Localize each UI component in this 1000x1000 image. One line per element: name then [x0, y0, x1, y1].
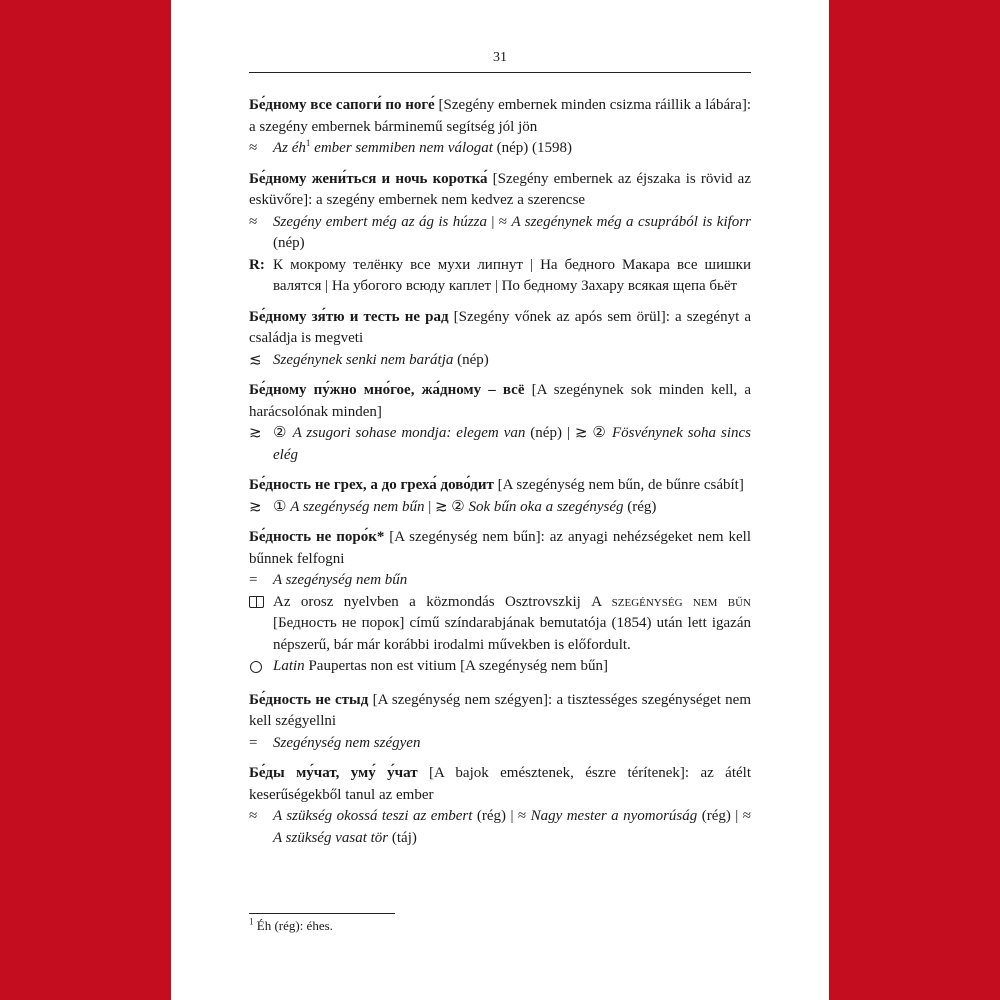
equivalent-text: A szegénynek még a csuprából is kiforr — [511, 213, 751, 230]
equivalent-text: Szegénység nem szégyen — [273, 734, 421, 751]
entry-definition — [249, 527, 751, 570]
footnote-text: Éh (rég): éhes. — [253, 918, 333, 933]
circle-icon — [250, 661, 262, 673]
equivalent-source: (táj) — [388, 829, 417, 846]
russian-label: R: — [249, 256, 265, 273]
equivalent-separator: | ≳ ② — [424, 498, 469, 515]
entry-definition — [249, 380, 751, 423]
proverb-entry — [249, 763, 751, 849]
entry-definition — [249, 690, 751, 733]
equivalent-source: (nép) (1598) — [492, 140, 573, 156]
equivalent-text: A szükség okossá teszi az embert — [273, 808, 473, 824]
equivalent-line — [249, 570, 751, 592]
proverb-entry — [249, 307, 751, 372]
equivalent-text: ember semmiben nem válogat — [310, 140, 493, 156]
equivalent-source: (nép) — [453, 351, 489, 368]
play-title: A szegénység nem bűn — [591, 593, 752, 610]
equal-symbol: = — [249, 572, 258, 588]
entry-definition — [249, 763, 751, 806]
literary-note-line — [249, 592, 751, 657]
proverb-entry — [249, 475, 751, 518]
entry-gloss: [A szegénység nem bűn, de bűnre csábít] — [497, 477, 744, 493]
equivalent-text: Sok bűn oka a szegénység — [468, 498, 624, 515]
equivalent-source: (nép) — [273, 235, 305, 251]
equal-symbol: = — [249, 734, 258, 751]
entry-gloss: [A szegénynek sok minden kell, a harácsolónak minden] — [249, 382, 751, 420]
equivalent-separator: (rég) | ≈ — [472, 808, 531, 824]
equivalent-line — [249, 138, 751, 160]
entry-gloss: [A szegénység nem bűn]: az anyagi nehézségeket nem kell bűnnek felfogni — [249, 529, 751, 567]
equivalent-line — [249, 733, 751, 755]
sense-number: ② — [273, 425, 293, 441]
equivalent-text: Fösvénynek soha sincs elég — [273, 425, 751, 463]
proverb-entry — [249, 527, 751, 681]
sense-number: ① — [273, 498, 291, 515]
book-icon — [249, 596, 263, 608]
book-page — [171, 0, 829, 1000]
entry-gloss: [Szegény vőnek az após sem örül]: a szegényt a családja is megveti — [249, 308, 752, 346]
footnote-ref: 1 — [305, 138, 311, 148]
lt-approx-symbol: ≲ — [249, 351, 262, 368]
entry-headword: Бе́ды му́чат, уму́ у́чат — [249, 765, 418, 781]
equivalent-separator: | ≈ — [486, 213, 512, 230]
note-text: [Бедность не порок] című színdarabjának bemutatója (1854) után lett igazán népszerű, bár már korábbi irodalmi művekben is előfordult. — [273, 615, 751, 653]
russian-variants-line — [249, 255, 751, 298]
note-text: Az orosz nyelvben a közmondás Osztrovszkij — [273, 593, 592, 610]
proverb-entries — [249, 95, 751, 858]
proverb-entry — [249, 380, 751, 466]
equivalent-separator: (nép) | ≳ ② — [525, 425, 612, 441]
entry-headword: Бе́дному зя́тю и тесть не рад — [249, 308, 449, 325]
entry-headword: Бе́дность не стыд — [249, 691, 369, 708]
entry-headword: Бе́дному жени́ться и ночь коротка́ — [249, 170, 488, 187]
gt-approx-symbol: ≳ — [249, 425, 262, 441]
gt-approx-symbol: ≳ — [249, 498, 262, 515]
latin-label: Latin — [273, 658, 305, 674]
equivalent-text: A szükség vasat tör — [273, 829, 389, 846]
footnote-number: 1 — [249, 916, 254, 927]
equivalent-text: Nagy mester a nyomorúság — [530, 808, 698, 824]
entry-headword: Бе́дность не поро́к* — [249, 529, 385, 545]
proverb-entry — [249, 690, 751, 755]
page-number: 31 — [493, 50, 507, 65]
footnote — [249, 918, 333, 934]
latin-line — [249, 656, 751, 681]
approx-symbol: ≈ — [249, 808, 258, 824]
russian-variants: К мокрому телёнку все мухи липнут | На бедного Макара все шишки валятся | На убогого всюду каплет | По бедному Захару всякая щепа бьёт — [273, 256, 751, 294]
proverb-entry — [249, 169, 751, 298]
equivalent-text: A szegénység nem bűn — [273, 572, 408, 588]
equivalent-text: Az éh — [273, 140, 306, 156]
equivalent-line — [249, 497, 751, 519]
entry-definition — [249, 475, 751, 497]
entry-gloss: [A szegénység nem szégyen]: a tisztességes szegénységet nem kell szégyellni — [249, 691, 751, 729]
equivalent-separator: (rég) | ≈ — [697, 808, 751, 824]
footnote-rule — [249, 913, 395, 914]
equivalent-source: (rég) — [623, 498, 657, 515]
equivalent-text: A szegénység nem bűn — [290, 498, 425, 515]
entry-headword: Бе́дность не грех, а до греха́ дово́дит — [249, 477, 494, 493]
entry-headword: Бе́дному пу́жно мно́гое, жа́дному – всё — [249, 382, 525, 398]
entry-gloss: [Szegény embernek minden csizma ráillik a lábára]: a szegény embernek bárminemű segítség jól jön — [249, 97, 751, 135]
equivalent-line — [249, 423, 751, 466]
latin-text: Paupertas non est vitium [A szegénység nem bűn] — [304, 658, 608, 674]
entry-definition — [249, 169, 751, 212]
equivalent-text: Szegénynek senki nem barátja — [273, 351, 454, 368]
equivalent-text: A zsugori sohase mondja: elegem van — [292, 425, 526, 441]
equivalent-line — [249, 350, 751, 372]
entry-definition — [249, 95, 751, 138]
entry-gloss: [A bajok emésztenek, észre térítenek]: az átélt keserűségekből tanul az ember — [249, 765, 752, 803]
header-rule — [249, 72, 751, 73]
equivalent-text: Szegény embert még az ág is húzza — [273, 213, 487, 230]
approx-symbol: ≈ — [249, 140, 258, 156]
approx-symbol: ≈ — [249, 213, 258, 230]
proverb-entry — [249, 95, 751, 160]
equivalent-line — [249, 212, 751, 255]
entry-headword: Бе́дному все сапоги́ по ноге́ — [249, 97, 435, 113]
entry-gloss: [Szegény embernek az éjszaka is rövid az esküvőre]: a szegény embernek nem kedvez a szerencse — [249, 170, 751, 208]
equivalent-line — [249, 806, 751, 849]
entry-definition — [249, 307, 751, 350]
